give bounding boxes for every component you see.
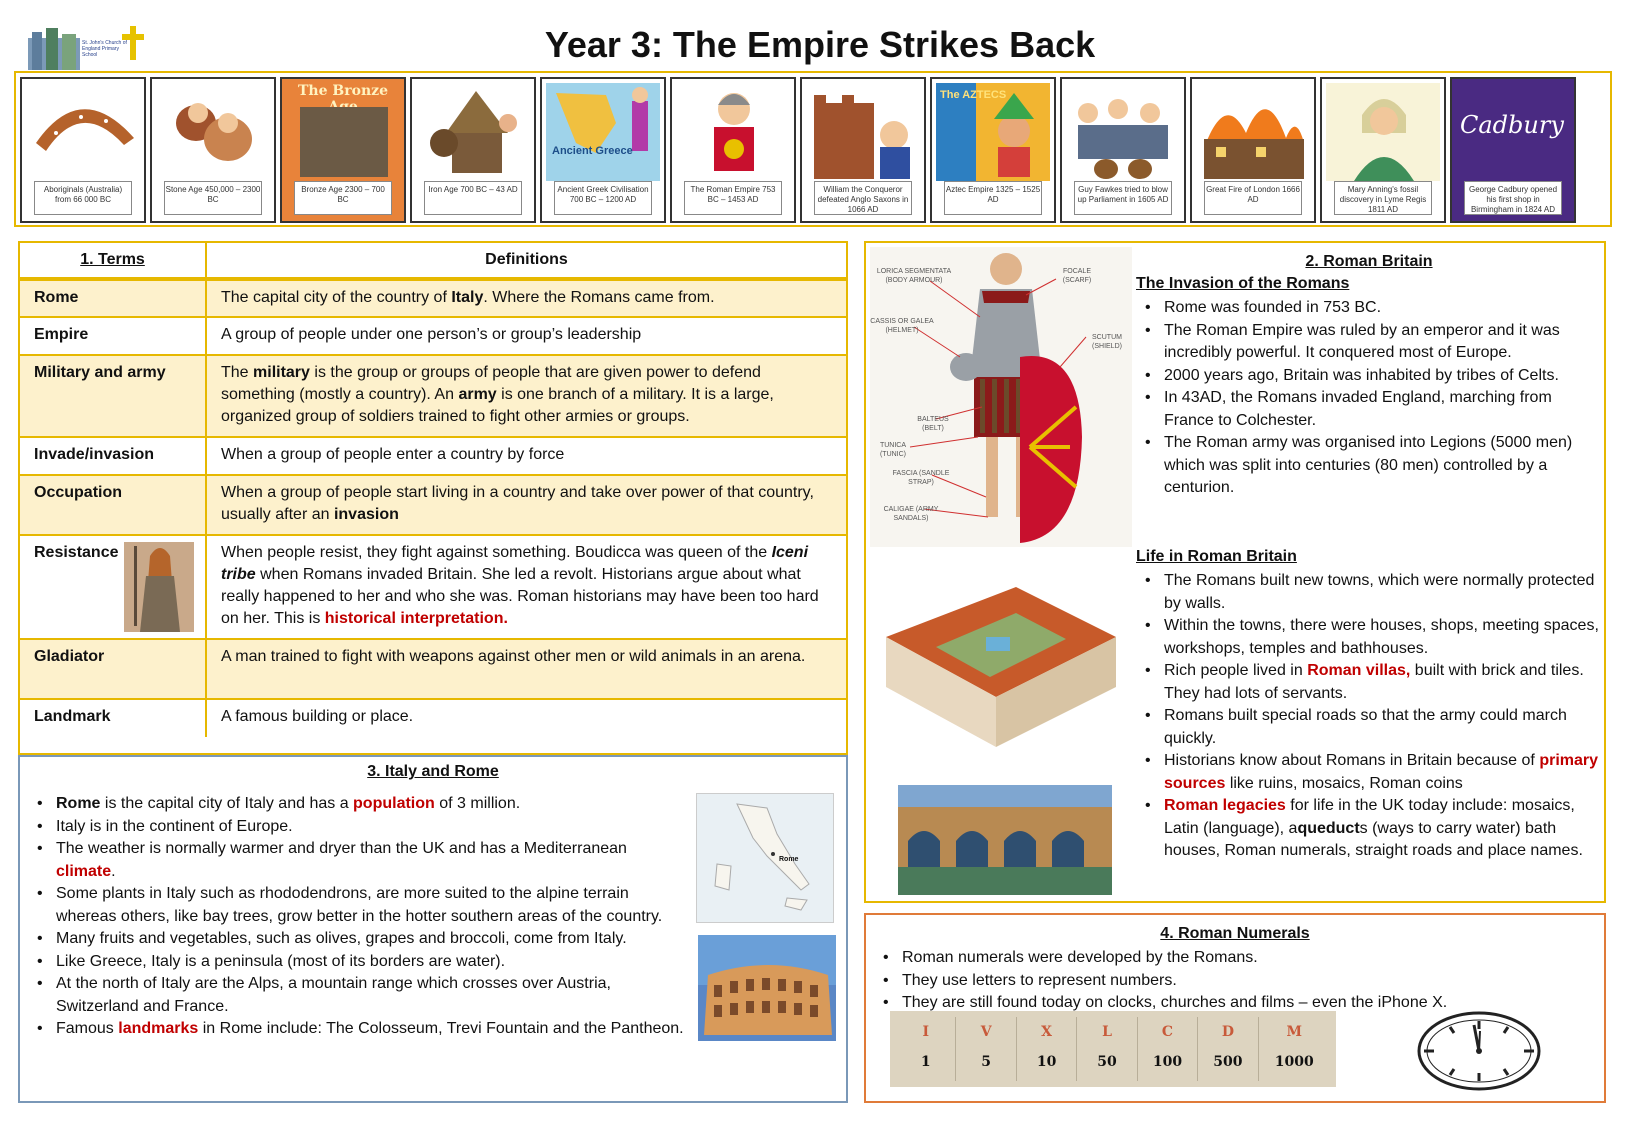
term-cell: Empire: [20, 317, 206, 355]
numerals-chart: [890, 1011, 1336, 1087]
picture-title: The AZTECS: [940, 89, 1007, 101]
definition-cell: When a group of people start living in a country and take over power of that country, usually after an invasion: [206, 475, 846, 535]
term-cell: Occupation: [20, 475, 206, 535]
list-item: • They are still found today on clocks, churches and films – even the iPhone X.: [874, 992, 1594, 1015]
roman-britain-section: [864, 241, 1606, 903]
list-item: • Rich people lived in Roman villas, built with brick and tiles. They had lots of servants.: [1136, 660, 1602, 705]
picture-title: Ancient Greece: [552, 145, 633, 157]
roman-numerals-section: [864, 913, 1606, 1103]
diagram-label: SCUTUM (SHIELD): [1092, 334, 1122, 350]
numeral-value: 5: [981, 1054, 992, 1070]
subsection-heading: Life in Roman Britain: [1136, 548, 1297, 565]
cadbury-picture: [1456, 83, 1570, 181]
timeline-card-ancient-greece: [540, 77, 666, 223]
aqueduct-picture: [898, 785, 1112, 895]
numeral-column: [956, 1017, 1016, 1081]
timeline-card-stone-age: [150, 77, 276, 223]
diagram-label: CALIGAE (ARMY SANDALS): [883, 506, 939, 522]
timeline-caption: The Roman Empire 753 BC – 1453 AD: [684, 181, 782, 215]
gunpowder-plot-picture: [1066, 83, 1180, 181]
definition-cell: When people resist, they fight against something. Boudicca was queen of the Iceni tribe when Romans invaded Britain. She led a revolt. Historians argue about what really happened to her and who she was. Roman historians may have been too hard on her. This is historical interpretation.: [206, 535, 846, 639]
timeline-caption: Stone Age 450,000 – 2300 BC: [164, 181, 262, 215]
bronze-age-picture: [286, 83, 400, 181]
roman-clock-icon: [1414, 1011, 1544, 1091]
term-cell: [20, 535, 206, 639]
roman-villa-picture: [866, 577, 1132, 753]
list-item: • The Romans built new towns, which were normally protected by walls.: [1136, 570, 1602, 615]
numeral-column: [1259, 1017, 1330, 1081]
table-row: [20, 639, 846, 699]
table-row: [20, 535, 846, 639]
list-item: • Roman legacies for life in the UK today include: mosaics, Latin (language), aqueducts (ways to carry water) bath houses, Roman numerals, straight roads and place names.: [1136, 795, 1602, 863]
numeral-column: [1198, 1017, 1258, 1081]
timeline-caption: George Cadbury opened his first shop in Birmingham in 1824 AD: [1464, 181, 1562, 215]
list-item: • The Roman Empire was ruled by an emperor and it was incredibly powerful. It conquered most of Europe.: [1136, 320, 1602, 365]
diagram-label: BALTEUS (BELT): [917, 416, 949, 432]
numeral-value: 50: [1097, 1054, 1117, 1070]
list-item: • The Roman army was organised into Legions (5000 men) which was split into centuries (80 men) controlled by a centurion.: [1136, 432, 1602, 500]
mary-anning-picture: [1326, 83, 1440, 181]
table-row: [20, 355, 846, 437]
term-cell: Landmark: [20, 699, 206, 737]
timeline-strip: [14, 71, 1612, 227]
numeral-column: [896, 1017, 956, 1081]
term-label: Resistance: [34, 544, 119, 561]
timeline-caption: Mary Anning's fossil discovery in Lyme Regis 1811 AD: [1334, 181, 1432, 215]
definition-cell: When a group of people enter a country by force: [206, 437, 846, 475]
term-cell: Gladiator: [20, 639, 206, 699]
school-name: St. John's Church of England Primary School: [82, 40, 127, 58]
list-item: • Roman numerals were developed by the Romans.: [874, 947, 1594, 970]
timeline-card-great-fire: [1190, 77, 1316, 223]
timeline-card-iron-age: [410, 77, 536, 223]
page-title: Year 3: The Empire Strikes Back: [544, 24, 1096, 65]
timeline-caption: Bronze Age 2300 – 700 BC: [294, 181, 392, 215]
numeral-value: 1: [920, 1054, 931, 1070]
timeline-card-william-conqueror: [800, 77, 926, 223]
numeral-letter: I: [922, 1024, 929, 1040]
list-item: • Some plants in Italy such as rhododendrons, are more suited to the alpine terrain whereas others, like bay trees, grow better in the hotter southern areas of the country.: [28, 883, 688, 928]
list-item: • Like Greece, Italy is a peninsula (most of its borders are water).: [28, 951, 688, 974]
timeline-card-aztecs: [930, 77, 1056, 223]
numeral-column: [1138, 1017, 1198, 1081]
timeline-caption: Great Fire of London 1666 AD: [1204, 181, 1302, 215]
timeline-card-aboriginals: [20, 77, 146, 223]
numeral-column: [1077, 1017, 1137, 1081]
terms-section: [18, 241, 848, 755]
timeline-caption: Aboriginals (Australia) from 66 000 BC: [34, 181, 132, 215]
diagram-label: TUNICA (TUNIC): [879, 442, 907, 458]
table-row: [20, 279, 846, 317]
list-item: • Rome is the capital city of Italy and has a population of 3 million.: [28, 793, 688, 816]
list-item: • Romans built special roads so that the army could march quickly.: [1136, 705, 1602, 750]
numeral-letter: V: [980, 1024, 992, 1040]
table-row: [20, 317, 846, 355]
list-item: • Italy is in the continent of Europe.: [28, 816, 688, 839]
numeral-value: 10: [1036, 1054, 1057, 1070]
numerals-bullet-list: [874, 947, 1594, 1015]
castle-picture: [806, 83, 920, 181]
numeral-value: 500: [1213, 1054, 1243, 1070]
section-title: 2. Roman Britain: [1305, 253, 1433, 270]
section-title: 3. Italy and Rome: [367, 763, 499, 780]
list-item: • Many fruits and vegetables, such as olives, grapes and broccoli, come from Italy.: [28, 928, 688, 951]
timeline-caption: Iron Age 700 BC – 43 AD: [424, 181, 522, 215]
ancient-greece-picture: [546, 83, 660, 181]
picture-title: The Bronze: [298, 83, 388, 99]
definition-cell: A group of people under one person’s or group’s leadership: [206, 317, 846, 355]
colosseum-picture: [698, 935, 836, 1041]
numeral-letter: C: [1161, 1024, 1174, 1040]
definitions-heading: Definitions: [206, 243, 846, 279]
definition-cell: A famous building or place.: [206, 699, 846, 737]
roman-soldier-diagram: [870, 247, 1132, 547]
timeline-card-cadbury: [1450, 77, 1576, 223]
timeline-card-mary-anning: [1320, 77, 1446, 223]
cave-people-picture: [156, 83, 270, 181]
definition-cell: A man trained to fight with weapons against other men or wild animals in an arena.: [206, 639, 846, 699]
list-item: • The weather is normally warmer and dryer than the UK and has a Mediterranean climate.: [28, 838, 688, 883]
terms-table: [20, 243, 846, 737]
life-bullet-list: [1136, 570, 1602, 863]
italy-map-picture: [696, 793, 834, 923]
term-cell: Rome: [20, 279, 206, 317]
list-item: • Rome was founded in 753 BC.: [1136, 297, 1602, 320]
subsection-heading: The Invasion of the Romans: [1136, 275, 1350, 292]
iron-age-picture: [416, 83, 530, 181]
boomerang-picture: [26, 83, 140, 181]
timeline-caption: Guy Fawkes tried to blow up Parliament in 1605 AD: [1074, 181, 1172, 215]
list-item: • Within the towns, there were houses, shops, meeting spaces, workshops, temples and bathhouses.: [1136, 615, 1602, 660]
definition-cell: The military is the group or groups of people that are given power to defend something (mostly a country). An army is one branch of a military. It is a large, organized group of soldiers trained to fight other armies or groups.: [206, 355, 846, 437]
aztecs-picture: [936, 83, 1050, 181]
numeral-letter: L: [1102, 1024, 1112, 1040]
list-item: • Historians know about Romans in Britain because of primary sources like ruins, mosaics, Roman coins: [1136, 750, 1602, 795]
school-logo: [26, 24, 151, 72]
list-item: • 2000 years ago, Britain was inhabited by tribes of Celts.: [1136, 365, 1602, 388]
map-label: Rome: [779, 856, 799, 863]
italy-bullet-list: [28, 793, 688, 1041]
great-fire-picture: [1196, 83, 1310, 181]
numeral-value: 100: [1152, 1054, 1183, 1070]
timeline-caption: William the Conqueror defeated Anglo Saxons in 1066 AD: [814, 181, 912, 215]
invasion-bullet-list: [1136, 297, 1602, 500]
table-row: [20, 699, 846, 737]
diagram-label: FASCIA (SANDLE STRAP): [892, 470, 950, 486]
list-item: • Famous landmarks in Rome include: The Colosseum, Trevi Fountain and the Pantheon.: [28, 1018, 688, 1041]
definition-cell: The capital city of the country of Italy. Where the Romans came from.: [206, 279, 846, 317]
list-item: • At the north of Italy are the Alps, a mountain range which crosses over Austria, Switzerland and France.: [28, 973, 688, 1018]
numeral-letter: M: [1286, 1024, 1303, 1040]
term-cell: Military and army: [20, 355, 206, 437]
table-row: [20, 475, 846, 535]
numeral-letter: X: [1041, 1024, 1053, 1040]
diagram-label: CASSIS OR GALEA (HELMET): [870, 318, 934, 334]
numeral-value: 1000: [1274, 1054, 1314, 1070]
diagram-label: FOCALE (SCARF): [1062, 268, 1092, 284]
numeral-column: [1017, 1017, 1077, 1081]
section-title: 4. Roman Numerals: [1160, 925, 1310, 942]
timeline-card-roman-empire: [670, 77, 796, 223]
timeline-card-bronze-age: [280, 77, 406, 223]
boudicca-picture: [124, 542, 194, 632]
diagram-label: LORICA SEGMENTATA (BODY ARMOUR): [876, 268, 952, 284]
italy-rome-section: [18, 755, 848, 1103]
table-row: [20, 437, 846, 475]
term-cell: Invade/invasion: [20, 437, 206, 475]
roman-soldier-picture: [676, 83, 790, 181]
terms-heading: 1. Terms: [20, 243, 206, 279]
list-item: • They use letters to represent numbers.: [874, 970, 1594, 993]
timeline-caption: Ancient Greek Civilisation 700 BC – 1200 AD: [554, 181, 652, 215]
list-item: • In 43AD, the Romans invaded England, marching from France to Colchester.: [1136, 387, 1602, 432]
picture-title: Cadbury: [1460, 111, 1564, 139]
timeline-caption: Aztec Empire 1325 – 1525 AD: [944, 181, 1042, 215]
numeral-letter: D: [1221, 1024, 1234, 1040]
timeline-card-guy-fawkes: [1060, 77, 1186, 223]
